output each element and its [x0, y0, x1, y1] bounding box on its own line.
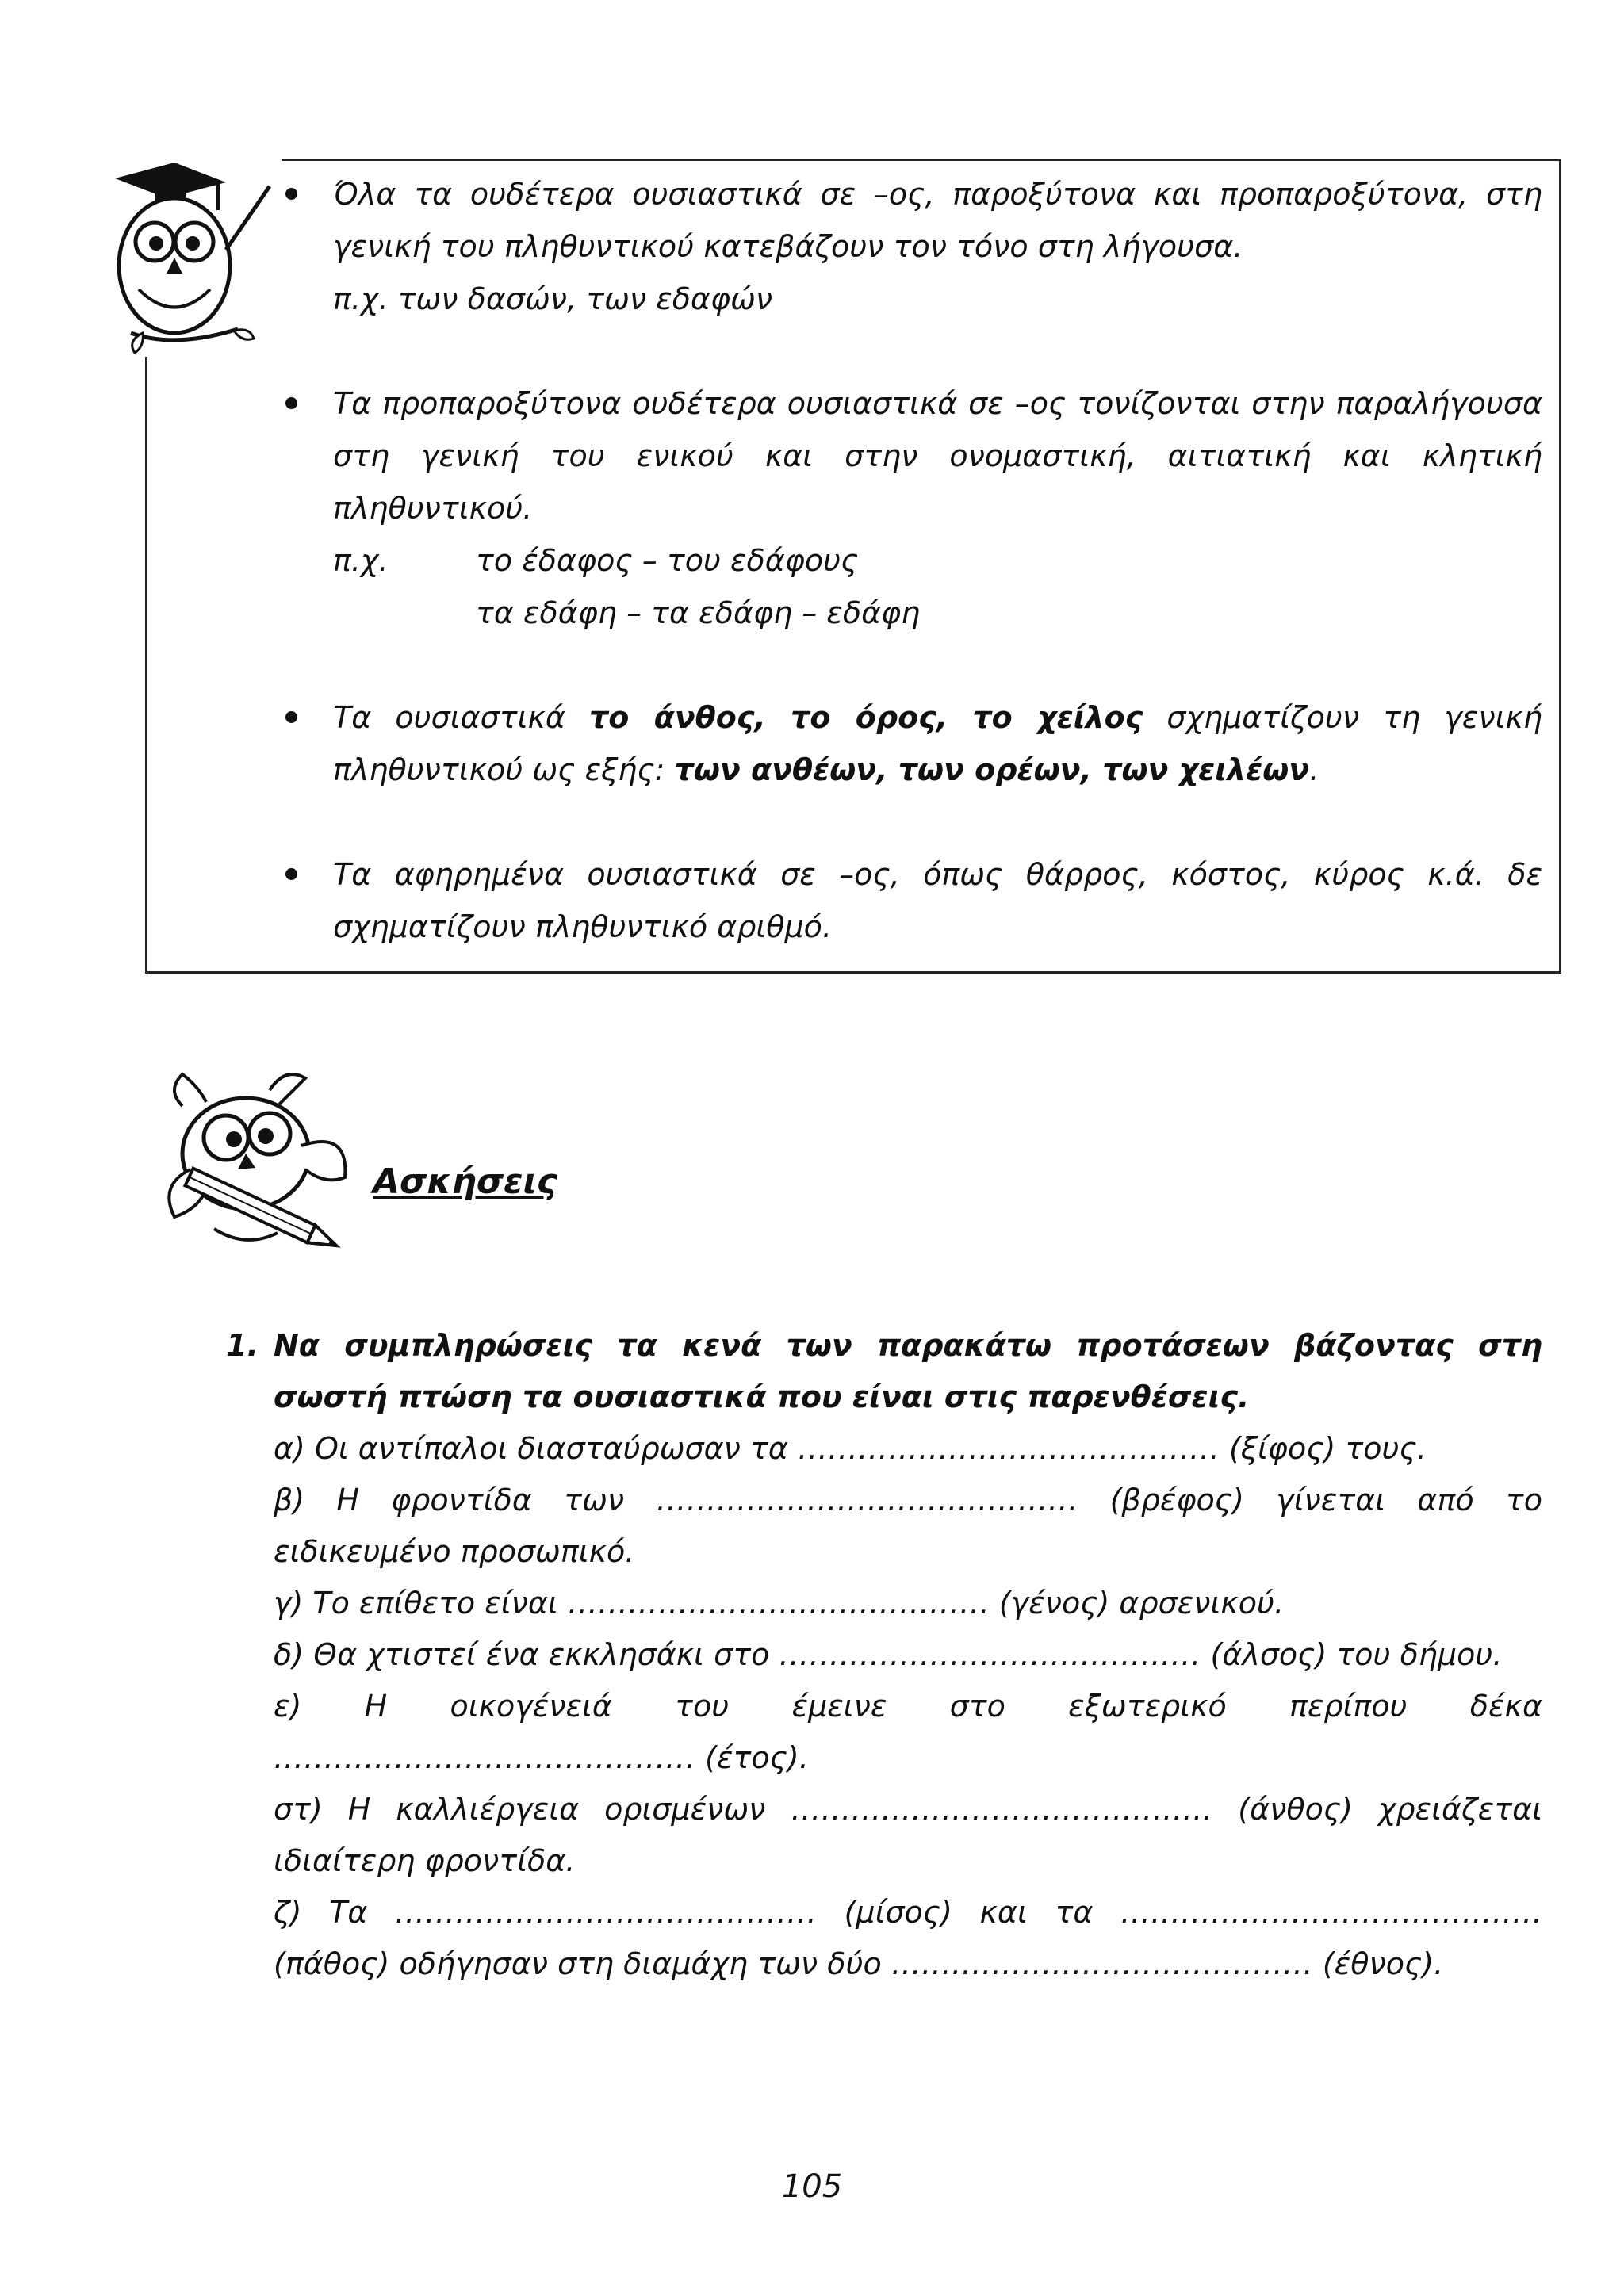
exercise-instruction: Να συμπληρώσεις τα κενά των παρακάτω προτάσεων βάζοντας στη σωστή πτώση τα ουσιαστικά που είναι στις παρενθέσεις. [274, 1328, 1542, 1414]
rule-text: Τα αφηρημένα ουσιαστικά σε –ος, όπως θάρρος, κόστος, κύρος κ.ά. δε σχηματίζουν πληθυντικό αριθμό. [333, 857, 1542, 944]
rule-text: σχηματίζουν τη γενική πληθυντικού ως εξής: [333, 700, 1542, 787]
rule-bold-nouns: το άνθος, το όρος, το χείλος [589, 700, 1143, 735]
bullet-icon [285, 868, 297, 880]
exercise-item: δ) Θα χτιστεί ένα εκκλησάκι στο …………………………………… (άλσος) του δήμου. [274, 1637, 1503, 1672]
exercise-item: ζ) Τα …………………………………… (μίσος) και τα …………………………………… (πάθος) οδήγησαν στη διαμάχη των δύο …………………………………… (έθνος). [274, 1895, 1542, 1981]
example-1: το έδαφος – του εδάφους [476, 543, 859, 578]
exercise-item: β) Η φροντίδα των …………………………………… (βρέφος) γίνεται από το ειδικευμένο προσωπικό. [274, 1483, 1542, 1569]
rule-text: Τα ουσιαστικά [333, 700, 565, 735]
exercise-1 [226, 1320, 1542, 1990]
rule-example [333, 534, 1542, 587]
rule-4 [274, 848, 1542, 953]
page-number: 105 [781, 2168, 843, 2205]
example-label: π.χ. [333, 543, 389, 578]
bullet-icon [285, 397, 297, 409]
exercise-item: α) Οι αντίπαλοι διασταύρωσαν τα …………………………………… (ξίφος) τους. [274, 1431, 1427, 1466]
rule-text: Όλα τα ουδέτερα ουσιαστικά σε –ος, παροξύτονα και προπαροξύτονα, στη γενική του πληθυντικού κατεβάζουν τον τόνο στη λήγουσα. [333, 177, 1542, 264]
rule-example: π.χ. των δασών, των εδαφών [333, 281, 773, 316]
exercise-number: 1. [226, 1328, 259, 1363]
rule-3 [274, 691, 1542, 796]
exercise-item: ε) Η οικογένειά του έμεινε στο εξωτερικό περίπου δέκα …………………………………… (έτος). [274, 1689, 1542, 1775]
rule-bold-genitives: των ανθέων, των ορέων, των χειλέων [674, 752, 1310, 787]
bullet-icon [285, 188, 297, 200]
exercise-item: στ) Η καλλιέργεια ορισμένων …………………………………… (άνθος) χρειάζεται ιδιαίτερη φροντίδα. [274, 1792, 1542, 1878]
section-title: Ασκήσεις [373, 1161, 557, 1202]
rule-end: . [1309, 752, 1320, 787]
example-2: τα εδάφη – τα εδάφη – εδάφη [476, 595, 921, 630]
bullet-icon [285, 711, 297, 723]
rules-list [274, 168, 1542, 953]
exercise-body [274, 1320, 1542, 1990]
rule-text: Τα προπαροξύτονα ουδέτερα ουσιαστικά σε –ος τονίζονται στην παραλήγουσα στη γενική του ενικού και στην ονομαστική, αιτιατική και κλητική πληθυντικού. [333, 386, 1542, 526]
exercise-item: γ) Το επίθετο είναι …………………………………… (γένος) αρσενικού. [274, 1586, 1285, 1621]
owl-pencil-icon [159, 1058, 365, 1257]
owl-teacher-icon [99, 155, 282, 357]
rule-2 [274, 377, 1542, 639]
rule-1 [274, 168, 1542, 325]
